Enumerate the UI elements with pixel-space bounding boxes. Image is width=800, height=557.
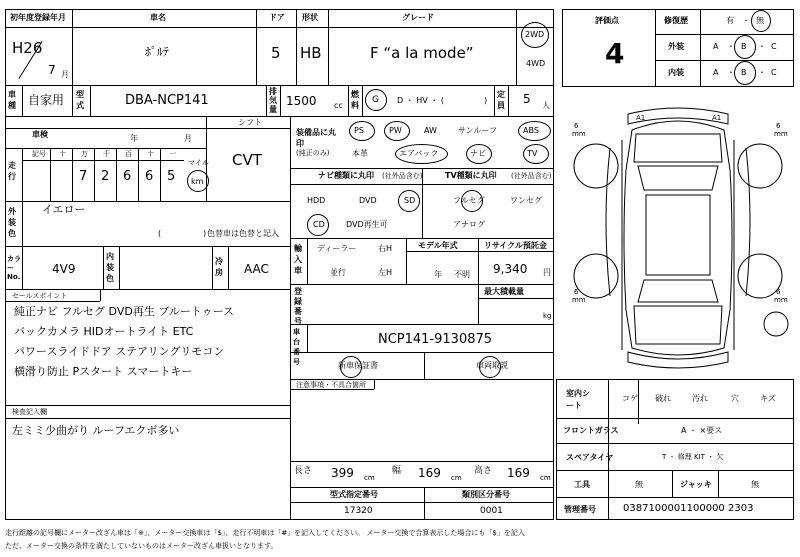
recycle-yen: 円 — [543, 268, 551, 277]
repair-label: 修復歴 — [664, 16, 688, 25]
equip-item: サンルーフ — [458, 126, 497, 135]
gauge-rl: 6 — [574, 288, 579, 296]
fuel-rest: D ・ HV ・ ( — [397, 96, 444, 105]
color-change-note: 色替車は色替と記入 — [207, 229, 279, 238]
body-shape: HB — [300, 44, 322, 62]
ac-label: 冷房 — [215, 257, 223, 277]
length-label: 長さ — [294, 466, 313, 476]
color-code: 4V9 — [52, 262, 76, 276]
footer-note-1: 走行距離の記号欄にメーター改ざん車は「※」、メーター交換車は「$」、走行不明車は「#」を記入してください。 メーター交換で合算表示した場合にも「$」を記入 — [5, 529, 525, 537]
hood — [634, 134, 722, 162]
gauge-fr: 6 — [776, 122, 781, 130]
interior-b: B — [741, 68, 747, 77]
equip-item: TV — [527, 149, 538, 158]
equip-item: ABS — [523, 126, 539, 135]
kg-unit: kg — [543, 312, 552, 320]
category-value: 自家用 — [28, 93, 65, 107]
mileage-digit-label: 一 — [169, 150, 176, 158]
mile-label: マイル — [188, 159, 209, 167]
ac-value: AAC — [244, 262, 269, 276]
shape-label: 形状 — [302, 13, 318, 22]
mileage-digit-label: 百 — [125, 150, 132, 158]
jack-value: 無 — [751, 480, 759, 489]
color-paren: ( — [158, 229, 162, 238]
import-right: 右H — [378, 244, 393, 253]
score-value: 4 — [605, 37, 625, 70]
interior-a: A — [713, 68, 719, 77]
tv-item: フルセグ — [453, 196, 485, 205]
navi-item: DVD — [359, 196, 377, 205]
tv-item: ワンセグ — [510, 196, 542, 205]
color-paren-close: ) — [203, 229, 207, 238]
interior-sep1: ・ — [727, 68, 735, 77]
navi-type-sub: (社外品含む) — [382, 172, 423, 180]
fuel-label: 燃料 — [351, 90, 359, 110]
model-year-unit: 年 — [434, 270, 442, 279]
interior-c: C — [771, 68, 777, 77]
kigou-label: 記号 — [32, 150, 46, 158]
gauge-fl-mm: mm — [572, 130, 586, 138]
import-label: 輸入車 — [294, 244, 302, 275]
recycle-label: リサイクル預託金 — [484, 241, 547, 250]
mileage-digit: 2 — [101, 169, 110, 184]
windshield — [638, 166, 718, 190]
km-label: km — [191, 177, 204, 186]
width-cm: cm — [451, 474, 462, 482]
model-year-unknown: 不明 — [454, 270, 470, 279]
mileage-digit-label: 千 — [103, 150, 110, 158]
equipment-label: 装備品に丸印 — [296, 128, 336, 148]
seat-damage-item: 汚れ — [692, 394, 708, 403]
chassis-number: NCP141-9130875 — [378, 332, 493, 347]
exterior-c: C — [771, 42, 777, 51]
glass-value: A ・ ×要ス — [681, 426, 723, 435]
equip-item: 本革 — [352, 149, 368, 158]
rear-bumper — [628, 352, 728, 368]
drive-4wd: 4WD — [526, 59, 546, 68]
max-load-label: 最大積載量 — [484, 287, 524, 296]
name-label: 車名 — [150, 13, 166, 22]
capacity-unit: 人 — [542, 101, 550, 110]
selling-label: セールスポイント — [12, 292, 68, 300]
displacement-value: 1500 — [286, 94, 317, 108]
exterior-b: B — [741, 42, 747, 51]
repair-dot: ・ — [742, 16, 750, 25]
tools-value: 無 — [635, 480, 643, 489]
right-side — [734, 140, 750, 350]
mgmt-value: 0387100001100000 2303 — [623, 503, 754, 514]
selling-point-line: バックカメラ HIDオートライト ETC — [14, 325, 194, 338]
navi-item: HDD — [307, 196, 326, 205]
gauge-rr: 6 — [776, 288, 781, 296]
seat-damage-item: 破れ — [655, 394, 671, 403]
equip-item: PS — [354, 126, 364, 135]
capacity-value: 5 — [523, 92, 531, 106]
left-side — [606, 140, 622, 350]
door-count: 5 — [271, 44, 281, 62]
tv-type-sub: (社外品含む) — [511, 172, 552, 180]
car-damage-diagram — [562, 100, 794, 374]
vehicle-manual: 車両取説 — [476, 361, 508, 370]
inspector-note: 左ミミ少曲がり ルーフエクボ多い — [12, 424, 180, 437]
footer-note-2: ただ、メーター交換の条件を満たしていないものはメーター改ざん車扱いとなります。 — [5, 542, 278, 550]
a1-left: A1 — [636, 114, 646, 122]
era-year: H26 — [12, 39, 43, 57]
selling-point-line: パワースライドドア ステアリングリモコン — [14, 345, 225, 358]
repair-yes: 有 — [726, 16, 734, 25]
import-left: 左H — [378, 268, 393, 277]
rear-window — [638, 280, 718, 302]
equipment-sub: (純正のみ) — [296, 149, 330, 157]
import-dealer: ディーラー — [317, 244, 357, 253]
class-label: 類別区分番号 — [462, 490, 510, 499]
shaken-month: 月 — [184, 134, 192, 143]
navi-item: DVD再生可 — [346, 220, 388, 229]
shaken-label: 車検 — [32, 130, 48, 139]
spare-label: スペアタイヤ — [566, 453, 614, 462]
navi-item: SD — [404, 196, 416, 205]
car-name: ﾎﾟﾙﾃ — [145, 45, 170, 59]
interior-label: 内装 — [668, 68, 684, 77]
reg-number-label: 登録番号 — [294, 287, 302, 326]
class-value: 0001 — [480, 506, 503, 516]
seat-damage-item: コゲ — [622, 394, 638, 403]
selling-point-line: 横滑り防止 Pスタート スマートキー — [14, 365, 193, 378]
fuel-close: ) — [484, 96, 488, 105]
color-value: イエロー — [42, 203, 86, 216]
tailgate — [634, 306, 722, 344]
drive-2wd: 2WD — [525, 30, 545, 39]
reg-month: 7 — [48, 63, 56, 77]
shaken-year: 年 — [130, 134, 138, 143]
height-label: 高さ — [474, 466, 493, 476]
body-outline — [624, 121, 732, 355]
width-value: 169 — [418, 466, 441, 480]
height-value: 169 — [507, 466, 530, 480]
spare-wheel — [764, 312, 788, 336]
import-parallel: 並行 — [330, 268, 346, 277]
mileage-digit: 6 — [123, 169, 132, 184]
shift-label: シフト — [238, 118, 262, 127]
cc-unit: cc — [334, 101, 343, 110]
mileage-digit: 6 — [145, 169, 154, 184]
door-label: ドア — [269, 13, 285, 22]
gauge-rr-mm: mm — [774, 296, 788, 304]
gauge-fl: 6 — [574, 122, 579, 130]
gauge-rl-mm: mm — [572, 296, 586, 304]
width-label: 幅 — [392, 466, 402, 476]
tv-type-label: TV種類に丸印 — [445, 171, 497, 180]
exterior-label: 外装 — [668, 42, 684, 51]
color-code-label: カラーNo. — [7, 255, 21, 281]
type-designation-value: 17320 — [344, 506, 373, 516]
notes-label: 注意事項・不具合箇所 — [296, 381, 366, 389]
exterior-sep1: ・ — [727, 42, 735, 51]
fuel-g: G — [372, 95, 379, 105]
seat-damage-item: キズ — [760, 394, 776, 403]
length-cm: cm — [364, 474, 375, 482]
recycle-value: 9,340 — [493, 262, 528, 276]
roof — [646, 195, 710, 275]
wheel-front-right — [738, 144, 782, 188]
selling-point-line: 純正ナビ フルセグ DVD再生 ブルートゥース — [14, 305, 235, 318]
interior-sep2: ・ — [758, 68, 766, 77]
navi-item: CD — [313, 220, 325, 229]
category-label: 車種 — [8, 90, 16, 110]
tv-item: アナログ — [453, 220, 485, 229]
spare-value: T ・ 修理 KIT ・ 欠 — [662, 453, 724, 461]
height-cm: cm — [540, 474, 551, 482]
equip-item: ナビ — [470, 149, 486, 158]
grade-value: F “a la mode” — [370, 44, 474, 62]
inspector-label: 検査記入欄 — [12, 408, 47, 416]
tools-label: 工具 — [574, 480, 590, 489]
month-unit: 月 — [61, 70, 69, 79]
first-reg-label: 初年度登録年月 — [10, 13, 66, 22]
new-car-warranty: 新車保証書 — [338, 361, 378, 370]
mileage-digit-label: 十 — [147, 150, 154, 158]
mileage-digit: 5 — [167, 169, 176, 184]
type-designation-label: 型式指定番号 — [330, 490, 378, 499]
interior-color-label: 内装色 — [106, 252, 114, 283]
mileage-digit-label: 万 — [81, 150, 88, 158]
capacity-label: 定員 — [497, 90, 505, 110]
navi-type-label: ナビ種類に丸印 — [318, 171, 374, 180]
equip-item: PW — [389, 126, 402, 135]
length-value: 399 — [331, 466, 354, 480]
exterior-a: A — [713, 42, 719, 51]
gauge-fr-mm: mm — [774, 130, 788, 138]
equip-item: エアバック — [399, 149, 439, 158]
score-label: 評価点 — [595, 16, 619, 25]
model-label: 型式 — [76, 90, 84, 110]
chassis-label: 車台番号 — [293, 328, 300, 366]
mileage-digit: 7 — [79, 169, 88, 184]
model-year-label: モデル年式 — [418, 241, 458, 250]
exterior-sep2: ・ — [758, 42, 766, 51]
model-value: DBA-NCP141 — [125, 93, 209, 108]
mileage-digit-label: 十 — [59, 150, 66, 158]
displacement-label: 排気量 — [269, 87, 277, 114]
wheel-front-left — [574, 144, 618, 188]
seat-label: 室内シート — [566, 389, 590, 410]
equip-item: AW — [424, 126, 437, 135]
repair-no: 無 — [756, 16, 764, 25]
seat-damage-item: 穴 — [731, 394, 739, 403]
color-label: 外装色 — [8, 207, 16, 238]
wheel-rear-left — [574, 254, 618, 298]
jack-label: ジャッキ — [680, 480, 712, 489]
mgmt-label: 管理番号 — [564, 505, 596, 514]
glass-label: フロントガラス — [563, 426, 619, 435]
mileage-label: 走行 — [8, 161, 16, 181]
grade-label: グレード — [402, 13, 434, 22]
shift-value: CVT — [232, 151, 262, 169]
a1-right: A1 — [712, 114, 722, 122]
